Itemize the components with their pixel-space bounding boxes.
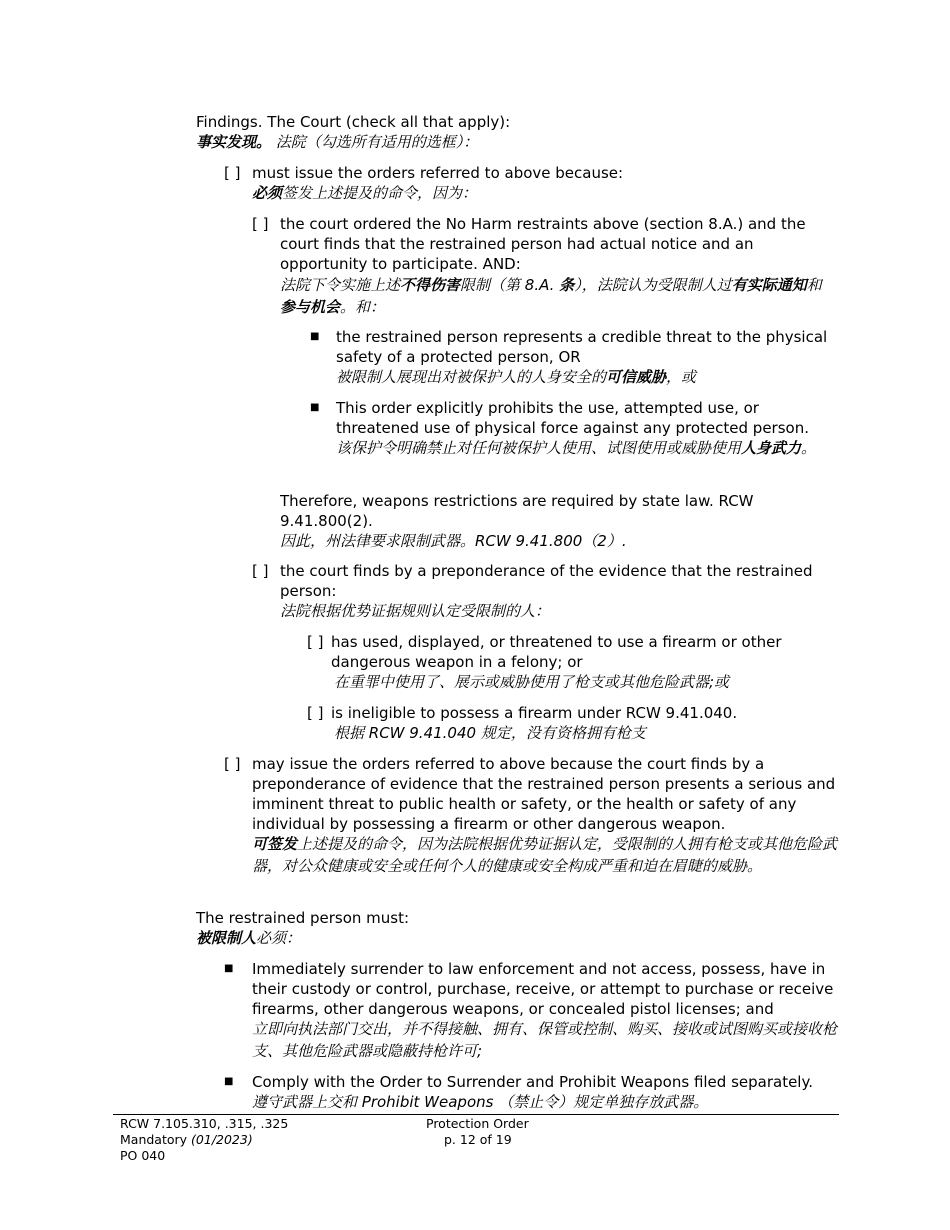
ineligible-text-zh: 根据 RCW 9.41.040 规定，没有资格拥有枪支	[334, 724, 646, 742]
must-issue-text-zh: 必须签发上述提及的命令，因为：	[252, 184, 478, 202]
surrender-text: Immediately surrender to law enforcement and not access, possess, have in their custody or control, purchase, receive, or attempt to purchase or receive firearms, other dangerous weapons, or concealed pistol licenses; and	[252, 960, 834, 1018]
bullet-icon: ■	[224, 1076, 234, 1087]
footer-rcw: RCW 7.105.310, .315, .325	[120, 1116, 289, 1131]
no-harm-checkbox[interactable]: [ ]	[252, 215, 269, 233]
bullet-icon: ■	[310, 402, 320, 413]
footer-divider	[113, 1114, 839, 1115]
preponderance-text-zh: 法院根据优势证据规则认定受限制的人：	[280, 602, 551, 620]
credible-threat-text: the restrained person represents a credible threat to the physical safety of a protected person, OR	[336, 328, 828, 366]
no-harm-text-zh: 法院下令实施上述不得伤害限制（第 8.A. 条），法院认为受限制人过有实际通知和参与机会。和：	[280, 276, 822, 316]
may-issue-checkbox[interactable]: [ ]	[224, 755, 241, 773]
physical-force-text: This order explicitly prohibits the use, attempted use, or threatened use of physical force against any protected person.	[336, 399, 809, 437]
ineligible-checkbox[interactable]: [ ]	[307, 704, 324, 722]
restrained-heading-zh: 被限制人必须：	[196, 929, 302, 947]
restrained-heading: The restrained person must:	[196, 909, 410, 927]
footer-mandatory: Mandatory (01/2023)	[120, 1132, 253, 1147]
preponderance-text: the court finds by a preponderance of the evidence that the restrained person:	[280, 562, 813, 600]
comply-text-zh: 遵守武器上交和 Prohibit Weapons （禁止令）规定单独存放武器。	[252, 1093, 709, 1111]
felony-weapon-text: has used, displayed, or threatened to use a firearm or other dangerous weapon in a felony; or	[331, 633, 782, 671]
comply-text: Comply with the Order to Surrender and Prohibit Weapons filed separately.	[252, 1073, 813, 1091]
findings-heading-zh: 事实发现。 法院（勾选所有适用的选框）：	[196, 133, 479, 151]
footer-doc-title: Protection Order	[426, 1116, 529, 1131]
physical-force-text-zh: 该保护令明确禁止对任何被保护人使用、试图使用或威胁使用人身武力。	[336, 439, 817, 457]
ineligible-text: is ineligible to possess a firearm under RCW 9.41.040.	[331, 704, 738, 722]
preponderance-checkbox[interactable]: [ ]	[252, 562, 269, 580]
surrender-text-zh: 立即向执法部门交出，并不得接触、拥有、保管或控制、购买、接收或试图购买或接收枪支、其他危险武器或隐蔽持枪许可;	[252, 1020, 838, 1060]
therefore-text-zh: 因此，州法律要求限制武器。RCW 9.41.800（2）.	[280, 532, 627, 550]
may-issue-text-zh: 可签发上述提及的命令，因为法院根据优势证据认定，受限制的人拥有枪支或其他危险武器，对公众健康或安全或任何个人的健康或安全构成严重和迫在眉睫的威胁。	[252, 835, 838, 875]
footer-form-id: PO 040	[120, 1148, 166, 1163]
must-issue-text: must issue the orders referred to above because:	[252, 164, 624, 182]
bullet-icon: ■	[224, 963, 234, 974]
credible-threat-text-zh: 被限制人展现出对被保护人的人身安全的可信威胁，或	[336, 368, 697, 386]
findings-heading: Findings. The Court (check all that apply):	[196, 113, 511, 131]
may-issue-text: may issue the orders referred to above because the court finds by a preponderance of evidence that the restrained person presents a serious and imminent threat to public health or safety, or the health or safety of any individual by possessing a firearm or other dangerous weapon.	[252, 755, 836, 833]
must-issue-checkbox[interactable]: [ ]	[224, 164, 241, 182]
footer-page-number: p. 12 of 19	[444, 1132, 512, 1147]
felony-weapon-checkbox[interactable]: [ ]	[307, 633, 324, 651]
therefore-text: Therefore, weapons restrictions are required by state law. RCW 9.41.800(2).	[280, 492, 754, 530]
no-harm-text: the court ordered the No Harm restraints above (section 8.A.) and the court finds that the restrained person had actual notice and an opportunity to participate. AND:	[280, 215, 806, 273]
felony-weapon-text-zh: 在重罪中使用了、展示或威胁使用了枪支或其他危险武器;或	[334, 673, 730, 691]
bullet-icon: ■	[310, 331, 320, 342]
